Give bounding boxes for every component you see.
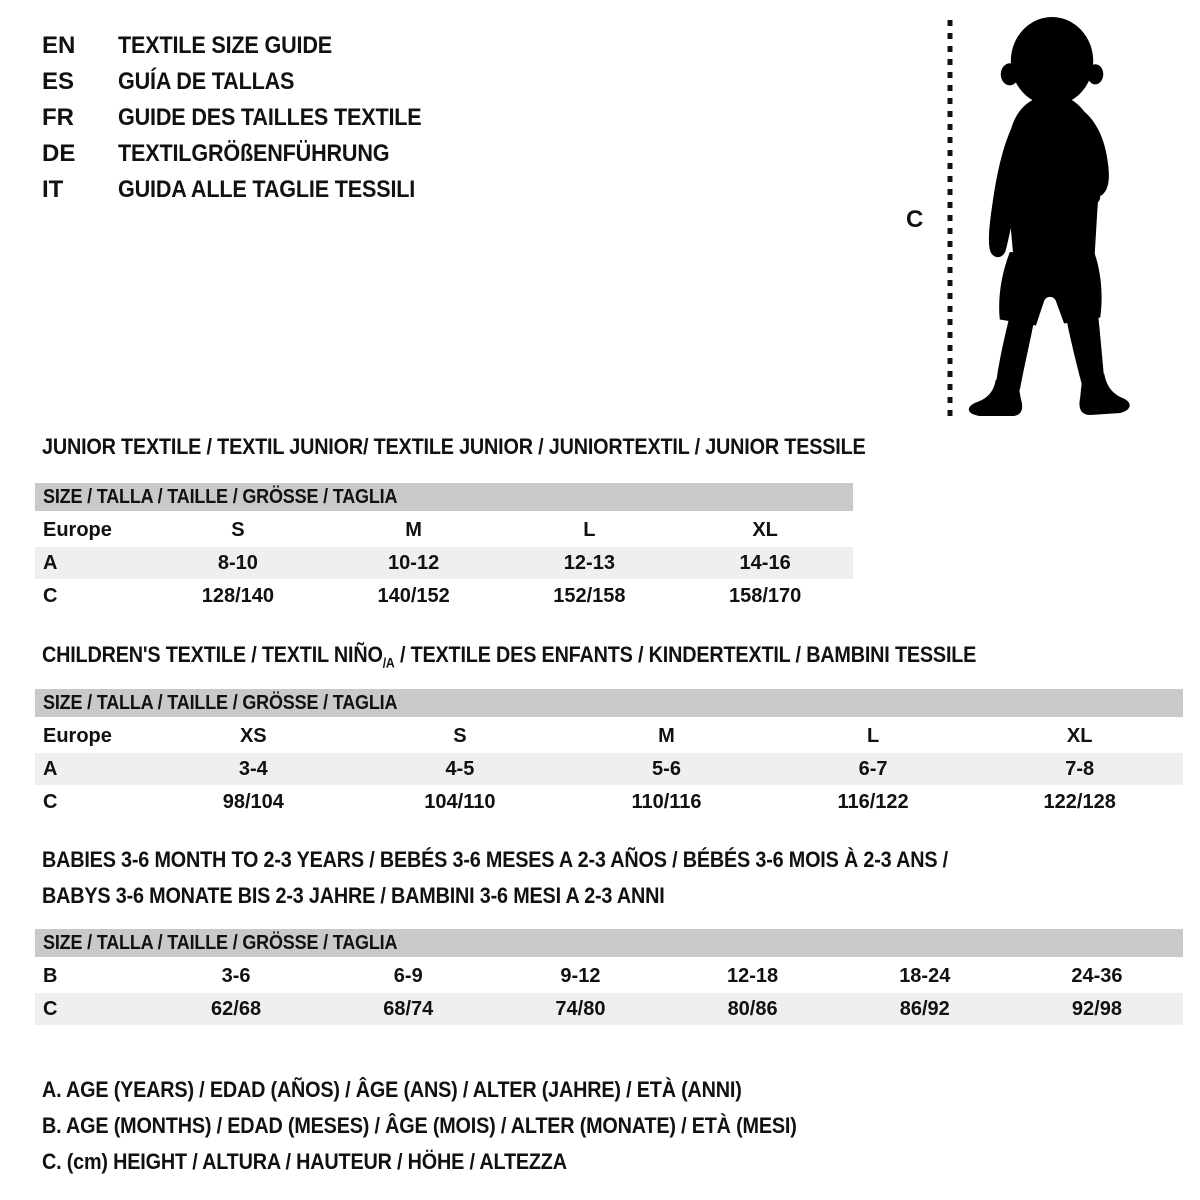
table-cell: 158/170 xyxy=(728,584,802,607)
table-cell: S xyxy=(231,518,245,541)
lang-row-fr xyxy=(42,100,455,136)
table-cell: 86/92 xyxy=(899,997,950,1020)
guide-title-fr: GUIDE DES TAILLES TEXTILE xyxy=(118,104,422,131)
table-row xyxy=(35,580,853,612)
table-cell: 5-6 xyxy=(652,757,681,780)
height-measure-label: C xyxy=(906,206,924,233)
children-size-table xyxy=(35,689,1183,819)
legend-line-c: C. (cm) HEIGHT / ALTURA / HAUTEUR / HÖHE / ALTEZZA xyxy=(42,1149,567,1174)
babies-section-title: BABIES 3-6 MONTH TO 2-3 YEARS / BEBÉS 3-6 MESES A 2-3 AÑOS / BÉBÉS 3-6 MOIS À 2-3 ANS / BABYS 3-6 MONATE BIS 2-3 JAHRE / BAMBINI 3-6 MESI A 2-3 ANNI xyxy=(42,847,948,908)
table-cell: 74/80 xyxy=(555,997,606,1020)
lang-row-es xyxy=(42,64,455,100)
table-cell: 6-9 xyxy=(393,964,423,987)
table-cell: 12-18 xyxy=(727,964,779,987)
table-cell: 92/98 xyxy=(1071,997,1122,1020)
row-label: B xyxy=(43,964,58,987)
table-row xyxy=(35,753,1183,785)
row-label: C xyxy=(43,790,58,813)
legend-line-b: B. AGE (MONTHS) / EDAD (MESES) / ÂGE (MOIS) / ALTER (MONATE) / ETÀ (MESI) xyxy=(42,1113,797,1138)
table-row xyxy=(35,960,1183,992)
baby-silhouette xyxy=(965,16,1133,420)
table-cell: M xyxy=(405,518,422,541)
lang-row-it xyxy=(42,172,455,208)
table-cell: 62/68 xyxy=(211,997,262,1020)
table-cell: 14-16 xyxy=(739,551,791,574)
table-cell: XL xyxy=(752,518,778,541)
lang-code: FR xyxy=(42,104,74,131)
children-size-header-bar: SIZE / TALLA / TAILLE / GRÖSSE / TAGLIA xyxy=(35,689,1183,717)
table-cell: 9-12 xyxy=(560,964,601,987)
row-label: A xyxy=(43,551,58,574)
table-cell: M xyxy=(658,724,675,747)
table-row xyxy=(35,547,853,579)
table-row xyxy=(35,514,853,546)
table-cell: 116/122 xyxy=(837,790,909,813)
table-cell: L xyxy=(866,724,880,747)
table-cell: 18-24 xyxy=(899,964,951,987)
table-cell: XL xyxy=(1066,724,1093,747)
row-label: C xyxy=(43,584,58,607)
table-cell: 128/140 xyxy=(201,584,275,607)
table-cell: XS xyxy=(239,724,267,747)
babies-size-table xyxy=(35,929,1183,1026)
table-cell: 8-10 xyxy=(217,551,258,574)
guide-title-en: TEXTILE SIZE GUIDE xyxy=(118,32,332,59)
table-row xyxy=(35,993,1183,1025)
table-cell: 12-13 xyxy=(563,551,615,574)
table-cell: 10-12 xyxy=(388,551,440,574)
babies-size-header-bar: SIZE / TALLA / TAILLE / GRÖSSE / TAGLIA xyxy=(35,929,1183,957)
junior-size-header-bar: SIZE / TALLA / TAILLE / GRÖSSE / TAGLIA xyxy=(35,483,853,511)
children-section-title: CHILDREN'S TEXTILE / TEXTIL $NIÑO_{/A}$ / TEXTILE DES ENFANTS / KINDERTEXTIL / BAMBINI TESSILE xyxy=(42,642,977,671)
table-cell: 68/74 xyxy=(383,997,434,1020)
junior-size-table xyxy=(35,483,853,613)
table-cell: 3-6 xyxy=(221,964,251,987)
table-cell: 7-8 xyxy=(1065,757,1095,780)
table-cell: 152/158 xyxy=(553,584,626,607)
table-cell: 110/116 xyxy=(631,790,702,813)
table-cell: 98/104 xyxy=(222,790,284,813)
row-label: Europe xyxy=(43,518,112,541)
lang-code: EN xyxy=(42,32,76,59)
table-cell: 6-7 xyxy=(858,757,888,780)
table-cell: 24-36 xyxy=(1071,964,1123,987)
guide-title-es: GUÍA DE TALLAS xyxy=(118,68,295,95)
guide-title-de: TEXTILGRÖßENFÜHRUNG xyxy=(118,140,390,167)
table-cell: 140/152 xyxy=(377,584,450,607)
row-label: C xyxy=(43,997,58,1020)
lang-row-de xyxy=(42,136,455,172)
language-title-list xyxy=(42,28,455,208)
guide-title-it: GUIDA ALLE TAGLIE TESSILI xyxy=(118,176,416,203)
table-cell: 104/110 xyxy=(424,790,496,813)
lang-code: ES xyxy=(42,68,75,95)
junior-section-title: JUNIOR TEXTILE / TEXTIL JUNIOR/ TEXTILE JUNIOR / JUNIORTEXTIL / JUNIOR TESSILE xyxy=(42,434,866,459)
measurement-legend xyxy=(42,1072,880,1180)
table-cell: L xyxy=(583,518,596,541)
table-row xyxy=(35,720,1183,752)
row-label: Europe xyxy=(43,724,112,747)
lang-code: IT xyxy=(42,176,64,203)
height-measure-line xyxy=(946,20,954,416)
table-row xyxy=(35,786,1183,818)
table-cell: 122/128 xyxy=(1043,790,1116,813)
table-cell: 4-5 xyxy=(445,757,475,780)
lang-row-en xyxy=(42,28,455,64)
row-label: A xyxy=(43,757,58,780)
table-cell: 3-4 xyxy=(238,757,268,780)
lang-code: DE xyxy=(42,140,76,167)
legend-line-a: A. AGE (YEARS) / EDAD (AÑOS) / ÂGE (ANS) / ALTER (JAHRE) / ETÀ (ANNI) xyxy=(42,1077,742,1102)
table-cell: 80/86 xyxy=(727,997,778,1020)
table-cell: S xyxy=(453,724,467,747)
